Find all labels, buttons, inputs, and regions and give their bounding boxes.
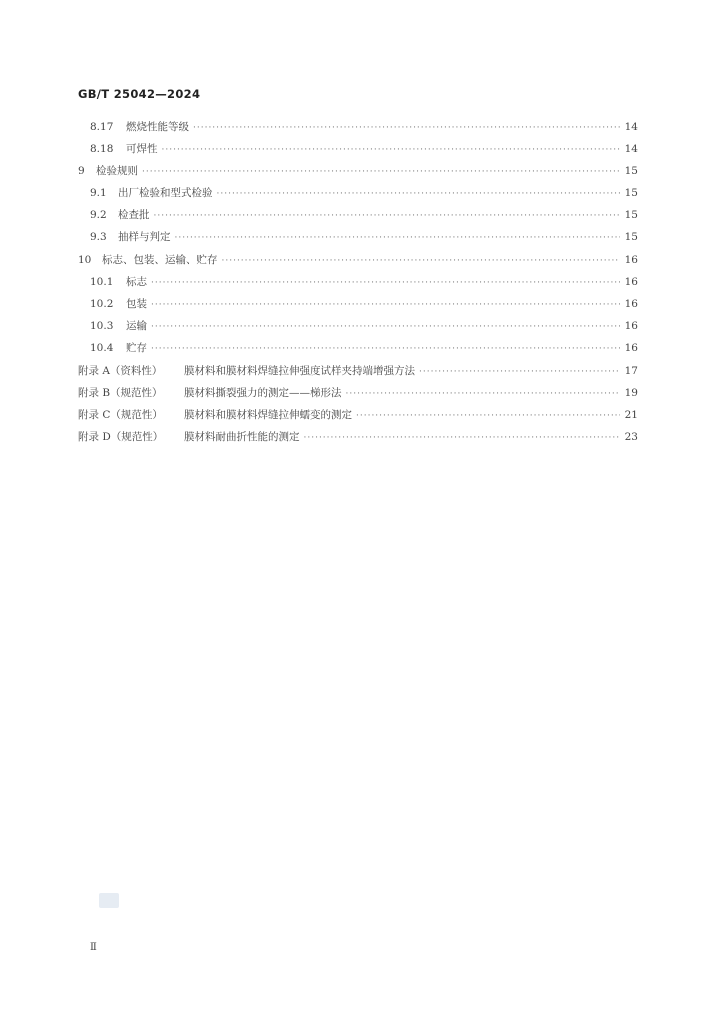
toc-entry-title: 贮存: [126, 342, 147, 354]
toc-entry-title: 运输: [126, 320, 147, 332]
toc-entry[interactable]: [78, 385, 638, 401]
toc-entry-page: 15: [624, 165, 638, 177]
toc-entry-title: 包装: [126, 298, 147, 310]
toc-entry[interactable]: [78, 229, 638, 245]
toc-entry-title: 检验规则: [96, 165, 138, 177]
toc-entry-page: 16: [624, 342, 638, 354]
toc-entry-page: 15: [624, 187, 638, 199]
toc-entry[interactable]: [78, 340, 638, 356]
toc-leader-dots: [217, 189, 621, 199]
toc-entry-number: 附录 D（规范性）: [78, 431, 164, 443]
standard-code-header: GB/T 25042—2024: [78, 87, 201, 101]
toc-entry-number: 10: [78, 254, 92, 266]
toc-entry-title: 可焊性: [126, 143, 158, 155]
toc-entry[interactable]: [78, 141, 638, 157]
toc-leader-dots: [162, 145, 621, 155]
toc-entry-title: 出厂检验和型式检验: [118, 187, 213, 199]
toc-entry-number: 附录 B（规范性）: [78, 387, 163, 399]
toc-entry[interactable]: [78, 274, 638, 290]
toc-entry-title: 抽样与判定: [118, 231, 171, 243]
toc-entry-number: 9: [78, 165, 85, 177]
watermark-stamp: [99, 893, 119, 908]
toc-entry-number: 8.18: [90, 143, 114, 155]
toc-leader-dots: [346, 389, 621, 399]
toc-entry[interactable]: [78, 318, 638, 334]
toc-entry-title: 膜材料撕裂强力的测定——梯形法: [184, 387, 342, 399]
toc-leader-dots: [193, 123, 620, 133]
toc-entry-title: 膜材料和膜材料焊缝拉伸强度试样夹持端增强方法: [184, 365, 415, 377]
toc-leader-dots: [154, 211, 621, 221]
toc-entry-number: 9.3: [90, 231, 107, 243]
toc-entry-page: 16: [624, 320, 638, 332]
toc-leader-dots: [419, 367, 620, 377]
toc-entry-page: 16: [624, 298, 638, 310]
toc-entry-number: 10.1: [90, 276, 114, 288]
toc-entry-title: 标志: [126, 276, 147, 288]
toc-entry[interactable]: [78, 119, 638, 135]
toc-leader-dots: [175, 233, 621, 243]
toc-entry-number: 附录 A（资料性）: [78, 365, 163, 377]
toc-leader-dots: [151, 278, 620, 288]
toc-entry[interactable]: [78, 185, 638, 201]
toc-entry-number: 10.3: [90, 320, 114, 332]
toc-entry-page: 14: [624, 143, 638, 155]
toc-entry[interactable]: [78, 363, 638, 379]
toc-entry[interactable]: [78, 252, 638, 268]
toc-entry-page: 16: [624, 254, 638, 266]
toc-entry-page: 15: [624, 209, 638, 221]
toc-leader-dots: [142, 167, 620, 177]
toc-entry-number: 10.2: [90, 298, 114, 310]
toc-entry-page: 23: [624, 431, 638, 443]
toc-entry-number: 9.2: [90, 209, 107, 221]
toc-entry-title: 检查批: [118, 209, 150, 221]
toc-entry-title: 膜材料和膜材料焊缝拉伸蠕变的测定: [184, 409, 352, 421]
page-number: Ⅱ: [90, 942, 97, 953]
toc-entry-page: 15: [624, 231, 638, 243]
toc-entry[interactable]: [78, 163, 638, 179]
toc-entry[interactable]: [78, 207, 638, 223]
toc-entry-number: 8.17: [90, 121, 114, 133]
toc-entry-page: 19: [624, 387, 638, 399]
toc-entry-page: 21: [624, 409, 638, 421]
toc-leader-dots: [151, 344, 620, 354]
toc-leader-dots: [222, 256, 621, 266]
toc-entry-number: 9.1: [90, 187, 107, 199]
toc-leader-dots: [151, 322, 620, 332]
toc-entry-page: 14: [624, 121, 638, 133]
toc-entry-title: 膜材料耐曲折性能的测定: [184, 431, 300, 443]
toc-entry[interactable]: [78, 296, 638, 312]
toc-entry[interactable]: [78, 429, 638, 445]
toc-leader-dots: [356, 411, 620, 421]
toc-entry-page: 16: [624, 276, 638, 288]
toc-entry-page: 17: [624, 365, 638, 377]
toc-leader-dots: [304, 433, 621, 443]
toc-entry[interactable]: [78, 407, 638, 423]
toc-entry-title: 燃烧性能等级: [126, 121, 189, 133]
toc-entry-title: 标志、包装、运输、贮存: [102, 254, 218, 266]
toc-entry-number: 10.4: [90, 342, 114, 354]
toc-entry-number: 附录 C（规范性）: [78, 409, 163, 421]
toc-leader-dots: [151, 300, 620, 310]
